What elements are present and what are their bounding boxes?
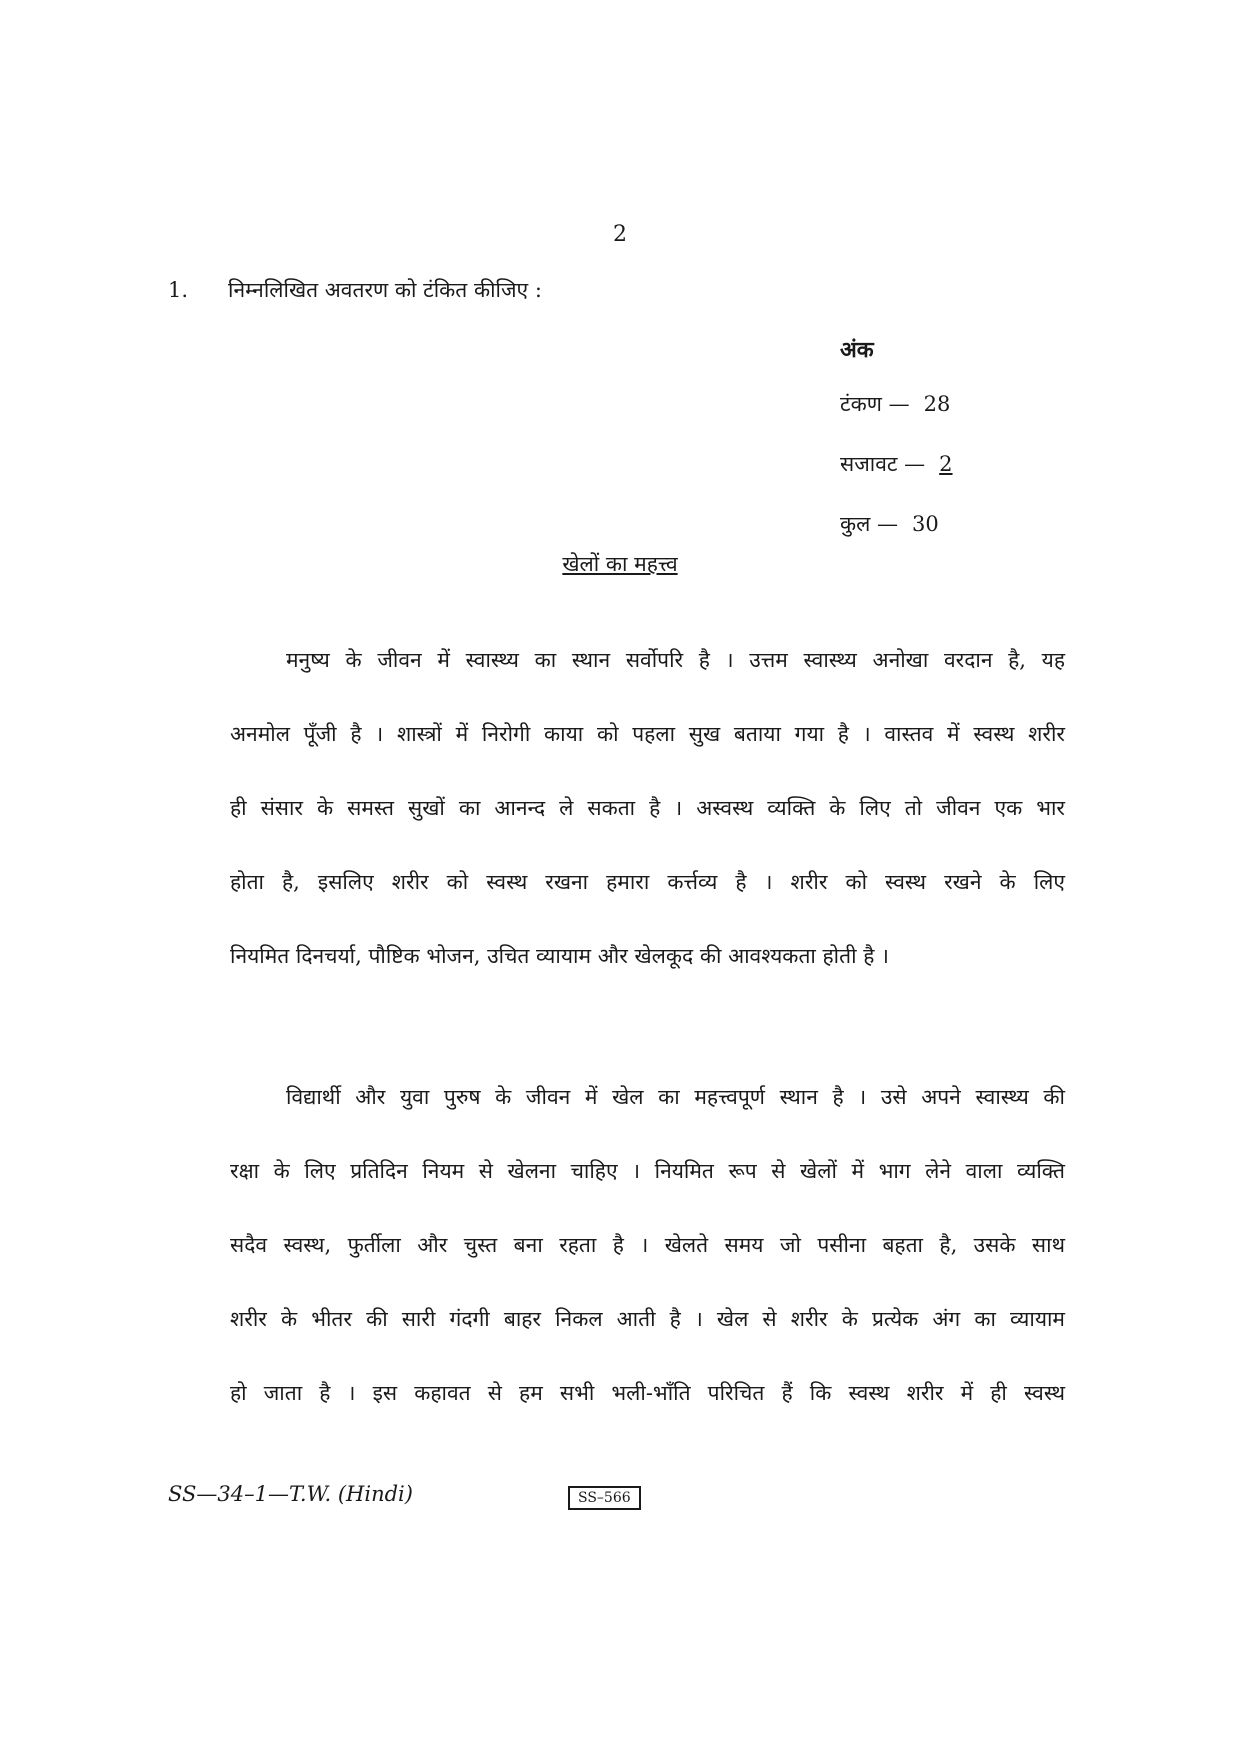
passage-title: खेलों का महत्त्व — [562, 552, 678, 576]
passage-line: शरीर के भीतर की सारी गंदगी बाहर निकल आती है । खेल से शरीर के प्रत्येक अंग का व्यायाम — [230, 1307, 1065, 1331]
marks-value: 2 — [939, 452, 953, 476]
question — [168, 276, 542, 304]
passage-line: ही संसार के समस्त सुखों का आनन्द ले सकता है । अस्वस्थ व्यक्ति के लिए तो जीवन एक भार — [230, 796, 1065, 820]
passage-line: सदैव स्वस्थ, फुर्तीला और चुस्त बना रहता है । खेलते समय जो पसीना बहता है, उसके साथ — [230, 1233, 1065, 1257]
passage-line: होता है, इसलिए शरीर को स्वस्थ रखना हमारा कर्त्तव्य है । शरीर को स्वस्थ रखने के लिए — [230, 870, 1065, 894]
paragraph-2 — [230, 1060, 1065, 1430]
page-number: 2 — [613, 222, 627, 247]
marks-row-decoration — [840, 434, 953, 494]
marks-value: 30 — [912, 512, 939, 536]
passage-line: हो जाता है । इस कहावत से हम सभी भली-भाँति परिचित हैं कि स्वस्थ शरीर में ही स्वस्थ — [230, 1381, 1065, 1405]
marks-heading: अंक — [840, 337, 874, 363]
marks-value: 28 — [923, 392, 951, 416]
footer-series-box: SS–566 — [568, 1486, 641, 1510]
marks-label: टंकण — — [840, 392, 910, 416]
marks-label: कुल — — [840, 512, 899, 536]
passage-line: रक्षा के लिए प्रतिदिन नियम से खेलना चाहिए । नियमित रूप से खेलों में भाग लेने वाला व्यक्ति — [230, 1159, 1065, 1183]
marks-label: सजावट — — [840, 452, 926, 476]
paragraph-1 — [230, 623, 1065, 993]
passage-line: विद्यार्थी और युवा पुरुष के जीवन में खेल का महत्त्वपूर्ण स्थान है । उसे अपने स्वास्थ्य की — [286, 1085, 1065, 1109]
question-number: 1. — [168, 278, 189, 302]
footer-paper-code: SS—34–1—T.W. (Hindi) — [168, 1482, 413, 1506]
question-text: निम्नलिखित अवतरण को टंकित कीजिए : — [228, 278, 542, 302]
passage-line: अनमोल पूँजी है । शास्त्रों में निरोगी काया को पहला सुख बताया गया है । वास्तव में स्वस्थ शरीर — [230, 722, 1065, 746]
marks-row-typing — [840, 374, 953, 434]
marks-row-total — [840, 494, 953, 554]
passage-line: नियमित दिनचर्या, पौष्टिक भोजन, उचित व्यायाम और खेलकूद की आवश्यकता होती है । — [230, 944, 889, 968]
passage-line: मनुष्य के जीवन में स्वास्थ्य का स्थान सर्वोपरि है । उत्तम स्वास्थ्य अनोखा वरदान है, यह — [286, 648, 1065, 672]
marks-table — [840, 334, 953, 554]
